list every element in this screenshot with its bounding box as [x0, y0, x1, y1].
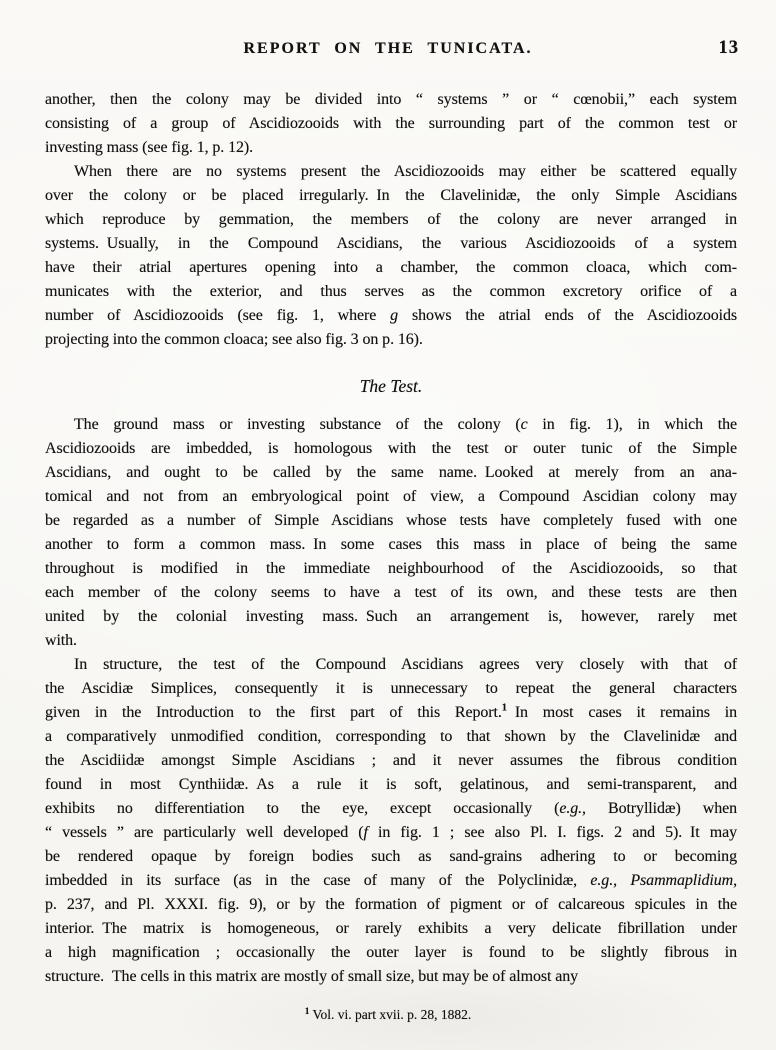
text-line: exhibits no differentiation to the eye, except occasionally (e.g., Botryllidæ) when [45, 800, 737, 817]
text-line: given in the Introduction to the first part of this Report.$^1$ In most cases it remains in [45, 702, 738, 721]
paragraph [45, 653, 737, 989]
footnote-marker: 1 [304, 1006, 310, 1017]
text-line: systems. Usually, in the Compound Ascidians, the various Ascidiozooids of a system [45, 235, 737, 252]
text-line: projecting into the common cloaca; see also fig. 3 on p. 16). [45, 331, 423, 348]
text-line: united by the colonial investing mass. Such an arrangement is, however, rarely met [45, 608, 737, 625]
italic-term: e.g. [590, 872, 614, 889]
text-line: structure. The cells in this matrix are mostly of small size, but may be of almost any [45, 968, 579, 985]
text-line: interior. The matrix is homogeneous, or rarely exhibits a very delicate fibrillation under [45, 920, 737, 937]
footnote [0, 1006, 776, 1024]
page-header [0, 0, 776, 64]
text-line: Ascidiozooids are imbedded, is homologous with the test or outer tunic of the Simple [45, 440, 737, 457]
text-line: consisting of a group of Ascidiozooids with the surrounding part of the common test or [45, 115, 737, 132]
text-line: municates with the exterior, and thus serves as the common excretory orifice of a [45, 283, 737, 300]
text-line: a high magnification ; occasionally the outer layer is found to be slightly fibrous in [45, 944, 737, 961]
page-body [0, 64, 776, 989]
paragraph [45, 413, 737, 653]
text-line: a comparatively unmodified condition, corresponding to that shown by the Clavelinidæ and [45, 728, 737, 745]
text-line: Ascidians, and ought to be called by the same name. Looked at merely from an ana- [45, 464, 737, 481]
text-line: another to form a common mass. In some cases this mass in place of being the same [45, 536, 737, 553]
italic-term: f [363, 824, 368, 841]
page-number: 13 [718, 38, 739, 58]
italic-term: e.g. [559, 800, 583, 817]
text-line: over the colony or be placed irregularly. In the Clavelinidæ, the only Simple Ascidians [45, 187, 737, 204]
text-line: investing mass (see fig. 1, p. 12). [45, 139, 254, 156]
text-line: be rendered opaque by foreign bodies such as sand-grains adhering to or becoming [45, 848, 737, 865]
text-line: The ground mass or investing substance of the colony (c in fig. 1), in which the [74, 416, 737, 433]
text-line: number of Ascidiozooids (see fig. 1, where g shows the atrial ends of the Ascidiozooids [45, 307, 737, 324]
italic-term: g [390, 307, 399, 324]
italic-term: Psammaplidium [630, 872, 734, 889]
paragraph [45, 88, 737, 160]
text-line: each member of the colony seems to have a test of its own, and these tests are then [45, 584, 737, 601]
text-line: found in most Cynthiidæ. As a rule it is soft, gelatinous, and semi-transparent, and [45, 776, 737, 793]
text-line: which reproduce by gemmation, the members of the colony are never arranged in [45, 211, 737, 228]
text-line: “ vessels ” are particularly well developed (f in fig. 1 ; see also Pl. I. figs. 2 and 5). It may [45, 824, 737, 841]
text-line: imbedded in its surface (as in the case of many of the Polyclinidæ, e.g., Psammaplidium, [45, 872, 737, 889]
text-line: the Ascidiæ Simplices, consequently it is unnecessary to repeat the general characters [45, 680, 737, 697]
text-line: throughout is modified in the immediate neighbourhood of the Ascidiozooids, so that [45, 560, 737, 577]
text-line: the Ascidiidæ amongst Simple Ascidians ; and it never assumes the fibrous condition [45, 752, 737, 769]
text-line: In structure, the test of the Compound Ascidians agrees very closely with that of [74, 656, 737, 673]
section-heading: The Test. [359, 376, 423, 396]
text-line: another, then the colony may be divided into “ systems ” or “ cœnobii,” each system [45, 91, 737, 108]
footnote-text: Vol. vi. part xvii. p. 28, 1882. [312, 1007, 472, 1022]
text-line: p. 237, and Pl. XXXI. fig. 9), or by the formation of pigment or of calcareous spicules in the [45, 896, 737, 913]
text-line: be regarded as a number of Simple Ascidians whose tests have completely fused with one [45, 512, 737, 529]
text-line: with. [45, 632, 77, 649]
paragraph [45, 160, 737, 352]
text-line: When there are no systems present the Ascidiozooids may either be scattered equally [74, 163, 737, 180]
running-title: REPORT ON THE TUNICATA. [243, 40, 533, 57]
footnote-reference: 1 [501, 702, 507, 714]
text-line: have their atrial apertures opening into a chamber, the common cloaca, which com- [45, 259, 737, 276]
italic-term: c [520, 416, 528, 433]
text-line: tomical and not from an embryological point of view, a Compound Ascidian colony may [45, 488, 737, 505]
